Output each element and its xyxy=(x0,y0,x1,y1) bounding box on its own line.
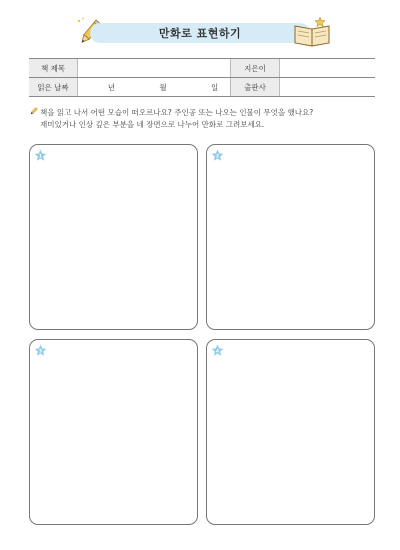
book-info-table xyxy=(29,58,375,97)
read-date-label: 읽은 날짜 xyxy=(29,78,78,97)
instruction-line-2: 재미있거나 인상 깊은 부분을 네 장면으로 나누어 만화로 그려보세요. xyxy=(40,120,265,129)
comic-panel-1[interactable] xyxy=(29,144,198,330)
date-year-label: 년 xyxy=(107,82,115,92)
book-title-field[interactable] xyxy=(78,59,231,78)
page-title: 만화로 표현하기 xyxy=(158,27,242,40)
open-book-icon xyxy=(293,16,331,48)
star-number-icon xyxy=(34,344,47,357)
star-number-icon xyxy=(211,344,224,357)
date-month-label: 월 xyxy=(159,82,167,92)
panel-number: 4 xyxy=(215,349,220,355)
comic-panel-3[interactable] xyxy=(29,339,198,525)
instruction-line-1: 책을 읽고 나서 어떤 모습이 떠오르나요? 주인공 또는 나오는 인물이 무엇을 했나요? xyxy=(40,108,314,117)
panel-number: 2 xyxy=(215,154,220,160)
instructions xyxy=(29,107,375,131)
publisher-label: 출판사 xyxy=(231,78,280,97)
comic-panel-4[interactable] xyxy=(206,339,375,525)
pencil-icon xyxy=(29,107,38,116)
star-number-icon xyxy=(34,149,47,162)
read-date-field[interactable] xyxy=(78,78,231,97)
title-banner xyxy=(90,23,310,43)
publisher-field[interactable] xyxy=(280,78,376,97)
author-field[interactable] xyxy=(280,59,376,78)
date-day-label: 일 xyxy=(211,82,219,92)
book-title-label: 책 제목 xyxy=(29,59,78,78)
panel-number: 1 xyxy=(38,154,43,160)
author-label: 지은이 xyxy=(231,59,280,78)
panel-number: 3 xyxy=(38,349,43,355)
star-number-icon xyxy=(211,149,224,162)
comic-panel-2[interactable] xyxy=(206,144,375,330)
